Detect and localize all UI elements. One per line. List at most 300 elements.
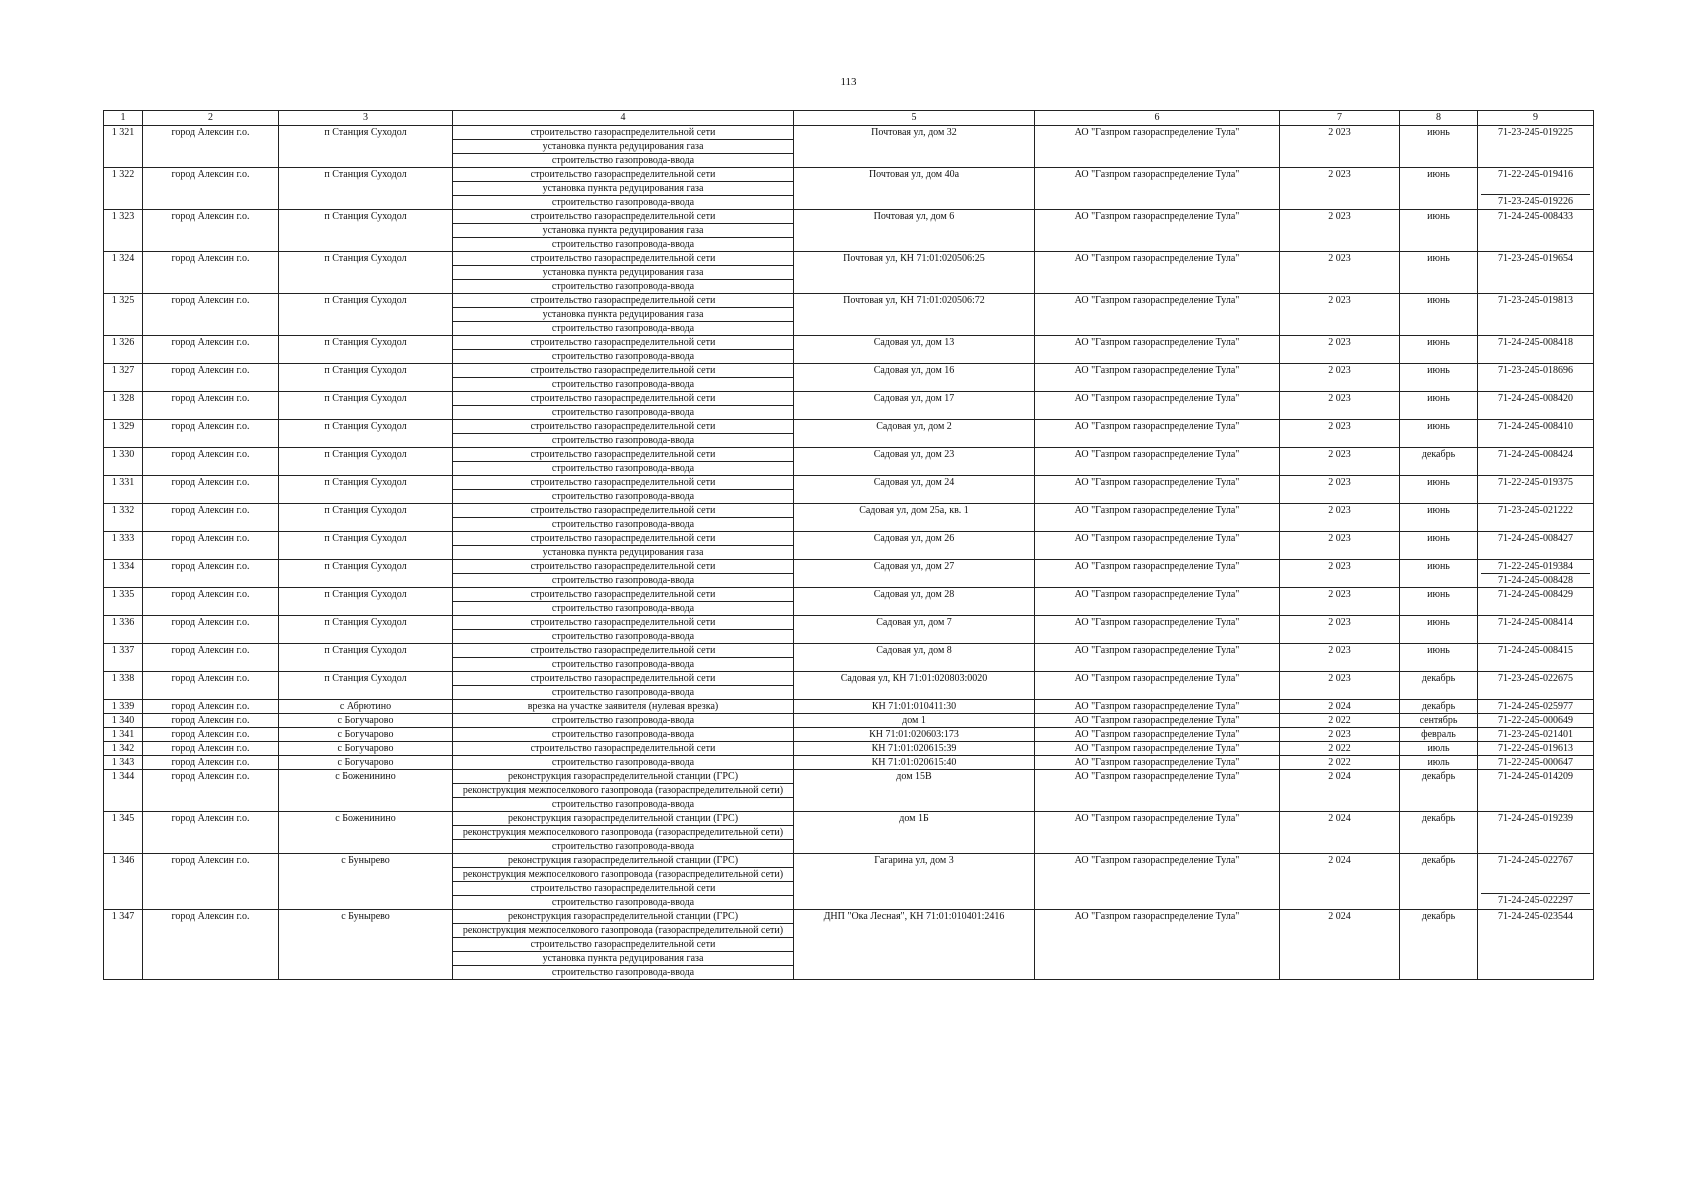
locality-cell: п Станция Суходол [279, 532, 453, 560]
month-cell: июнь [1400, 364, 1478, 392]
work-item: установка пункта редуцирования газа [453, 951, 793, 965]
code-item: 71-23-245-021222 [1498, 505, 1573, 516]
works-cell [453, 812, 794, 854]
work-item: строительство газораспределительной сети [530, 211, 716, 222]
work-item: строительство газопровода-ввода [453, 237, 793, 251]
locality-cell: с Богучарово [279, 728, 453, 742]
code-cell [1478, 294, 1594, 336]
year-cell: 2 023 [1280, 644, 1400, 672]
works-cell [453, 644, 794, 672]
work-item: строительство газопровода-ввода [453, 433, 793, 447]
work-item: строительство газораспределительной сети [453, 937, 793, 951]
code-cell [1478, 532, 1594, 560]
code-cell [1478, 476, 1594, 504]
year-cell: 2 024 [1280, 854, 1400, 910]
year-cell: 2 023 [1280, 210, 1400, 252]
work-item: установка пункта редуцирования газа [453, 181, 793, 195]
month-cell: декабрь [1400, 700, 1478, 714]
year-cell: 2 024 [1280, 812, 1400, 854]
code-cell [1478, 560, 1594, 588]
organization-cell: АО "Газпром газораспределение Тула" [1035, 812, 1280, 854]
address-cell: Садовая ул, дом 26 [794, 532, 1035, 560]
row-number-cell: 1 334 [104, 560, 143, 588]
month-cell: сентябрь [1400, 714, 1478, 728]
month-cell: декабрь [1400, 910, 1478, 980]
work-item: строительство газопровода-ввода [453, 657, 793, 671]
works-cell [453, 364, 794, 392]
code-cell [1478, 448, 1594, 476]
work-item: строительство газопровода-ввода [453, 489, 793, 503]
district-cell: город Алексин г.о. [143, 168, 279, 210]
work-item: установка пункта редуцирования газа [453, 139, 793, 153]
month-cell: июнь [1400, 532, 1478, 560]
district-cell: город Алексин г.о. [143, 532, 279, 560]
works-cell [453, 448, 794, 476]
work-item: строительство газораспределительной сети [530, 449, 716, 460]
code-cell [1478, 420, 1594, 448]
works-cell [453, 616, 794, 644]
table-row [104, 294, 1594, 336]
code-cell [1478, 672, 1594, 700]
district-cell: город Алексин г.о. [143, 812, 279, 854]
work-item: строительство газопровода-ввода [453, 685, 793, 699]
code-cell [1478, 812, 1594, 854]
code-item: 71-22-245-019384 [1498, 561, 1573, 572]
code-item: 71-23-245-019226 [1481, 194, 1590, 208]
year-cell: 2 023 [1280, 392, 1400, 420]
code-item: 71-24-245-022767 [1498, 855, 1573, 866]
work-item: реконструкция межпоселкового газопровода (газораспределительной сети) [453, 923, 793, 937]
organization-cell: АО "Газпром газораспределение Тула" [1035, 532, 1280, 560]
code-item: 71-24-245-008433 [1498, 211, 1573, 222]
locality-cell: п Станция Суходол [279, 126, 453, 168]
district-cell: город Алексин г.о. [143, 644, 279, 672]
address-cell: дом 1 [794, 714, 1035, 728]
row-number-cell: 1 328 [104, 392, 143, 420]
works-cell [453, 672, 794, 700]
code-item [1481, 880, 1590, 893]
locality-cell: с Абрютино [279, 700, 453, 714]
row-number-cell: 1 331 [104, 476, 143, 504]
row-number-cell: 1 346 [104, 854, 143, 910]
row-number-cell: 1 338 [104, 672, 143, 700]
organization-cell: АО "Газпром газораспределение Тула" [1035, 672, 1280, 700]
works-cell [453, 126, 794, 168]
column-header: 6 [1035, 111, 1280, 126]
address-cell: Садовая ул, дом 23 [794, 448, 1035, 476]
work-item: строительство газопровода-ввода [453, 405, 793, 419]
year-cell: 2 023 [1280, 560, 1400, 588]
address-cell: Почтовая ул, КН 71:01:020506:25 [794, 252, 1035, 294]
locality-cell: п Станция Суходол [279, 294, 453, 336]
district-cell: город Алексин г.о. [143, 210, 279, 252]
work-item: строительство газораспределительной сети [530, 365, 716, 376]
work-item: строительство газопровода-ввода [453, 153, 793, 167]
organization-cell: АО "Газпром газораспределение Тула" [1035, 742, 1280, 756]
code-cell [1478, 126, 1594, 168]
locality-cell: п Станция Суходол [279, 588, 453, 616]
code-item: 71-24-245-008424 [1498, 449, 1573, 460]
code-cell [1478, 392, 1594, 420]
month-cell: декабрь [1400, 812, 1478, 854]
month-cell: декабрь [1400, 448, 1478, 476]
locality-cell: п Станция Суходол [279, 364, 453, 392]
address-cell: Садовая ул, дом 27 [794, 560, 1035, 588]
work-item: строительство газопровода-ввода [453, 629, 793, 643]
locality-cell: с Боженинино [279, 770, 453, 812]
address-cell: ДНП "Ока Лесная", КН 71:01:010401:2416 [794, 910, 1035, 980]
table-row [104, 770, 1594, 812]
year-cell: 2 023 [1280, 728, 1400, 742]
works-cell [453, 476, 794, 504]
works-cell [453, 854, 794, 910]
header-row [104, 111, 1594, 126]
table-row [104, 742, 1594, 756]
code-item: 71-24-245-008418 [1498, 337, 1573, 348]
year-cell: 2 022 [1280, 742, 1400, 756]
district-cell: город Алексин г.о. [143, 448, 279, 476]
work-item: строительство газораспределительной сети [530, 295, 716, 306]
work-item: строительство газораспределительной сети [530, 505, 716, 516]
year-cell: 2 023 [1280, 294, 1400, 336]
table-row [104, 420, 1594, 448]
code-item: 71-23-245-022675 [1498, 673, 1573, 684]
month-cell: июнь [1400, 252, 1478, 294]
row-number-cell: 1 321 [104, 126, 143, 168]
address-cell: КН 71:01:020615:40 [794, 756, 1035, 770]
work-item: строительство газораспределительной сети [530, 127, 716, 138]
row-number-cell: 1 322 [104, 168, 143, 210]
locality-cell: п Станция Суходол [279, 504, 453, 532]
work-item: строительство газопровода-ввода [453, 461, 793, 475]
work-item: строительство газораспределительной сети [530, 673, 716, 684]
locality-cell: п Станция Суходол [279, 252, 453, 294]
work-item: строительство газораспределительной сети [530, 589, 716, 600]
organization-cell: АО "Газпром газораспределение Тула" [1035, 336, 1280, 364]
organization-cell: АО "Газпром газораспределение Тула" [1035, 364, 1280, 392]
code-item: 71-24-245-025977 [1498, 701, 1573, 712]
works-cell [453, 532, 794, 560]
row-number-cell: 1 330 [104, 448, 143, 476]
row-number-cell: 1 339 [104, 700, 143, 714]
month-cell: июнь [1400, 126, 1478, 168]
address-cell: Садовая ул, дом 16 [794, 364, 1035, 392]
works-cell [453, 420, 794, 448]
year-cell: 2 023 [1280, 448, 1400, 476]
organization-cell: АО "Газпром газораспределение Тула" [1035, 588, 1280, 616]
works-cell [453, 168, 794, 210]
table-row [104, 644, 1594, 672]
code-item [1481, 867, 1590, 880]
district-cell: город Алексин г.о. [143, 588, 279, 616]
code-item: 71-22-245-000649 [1498, 715, 1573, 726]
district-cell: город Алексин г.о. [143, 854, 279, 910]
works-cell [453, 910, 794, 980]
work-item: строительство газопровода-ввода [453, 377, 793, 391]
code-item: 71-23-245-018696 [1498, 365, 1573, 376]
table-row [104, 910, 1594, 980]
month-cell: июль [1400, 756, 1478, 770]
month-cell: июнь [1400, 420, 1478, 448]
work-item: установка пункта редуцирования газа [453, 223, 793, 237]
year-cell: 2 023 [1280, 532, 1400, 560]
table-row [104, 700, 1594, 714]
month-cell: июнь [1400, 616, 1478, 644]
district-cell: город Алексин г.о. [143, 756, 279, 770]
table-row [104, 392, 1594, 420]
organization-cell: АО "Газпром газораспределение Тула" [1035, 504, 1280, 532]
code-cell [1478, 336, 1594, 364]
table-row [104, 728, 1594, 742]
table-row [104, 714, 1594, 728]
code-item: 71-22-245-019416 [1498, 169, 1573, 180]
works-cell [453, 504, 794, 532]
organization-cell: АО "Газпром газораспределение Тула" [1035, 560, 1280, 588]
code-item: 71-24-245-008420 [1498, 393, 1573, 404]
column-header: 7 [1280, 111, 1400, 126]
code-cell [1478, 616, 1594, 644]
work-item: строительство газораспределительной сети [530, 645, 716, 656]
row-number-cell: 1 341 [104, 728, 143, 742]
work-item: строительство газопровода-ввода [453, 895, 793, 909]
work-item: строительство газораспределительной сети [530, 533, 716, 544]
month-cell: июнь [1400, 336, 1478, 364]
code-item: 71-24-245-022297 [1481, 893, 1590, 907]
code-item: 71-22-245-000647 [1498, 757, 1573, 768]
works-cell [453, 560, 794, 588]
code-cell [1478, 770, 1594, 812]
work-item: реконструкция межпоселкового газопровода (газораспределительной сети) [453, 825, 793, 839]
table-row [104, 476, 1594, 504]
work-item: строительство газораспределительной сети [530, 421, 716, 432]
table-row [104, 210, 1594, 252]
district-cell: город Алексин г.о. [143, 252, 279, 294]
row-number-cell: 1 327 [104, 364, 143, 392]
column-header: 3 [279, 111, 453, 126]
district-cell: город Алексин г.о. [143, 504, 279, 532]
address-cell: Почтовая ул, дом 32 [794, 126, 1035, 168]
column-header: 8 [1400, 111, 1478, 126]
work-item: строительство газопровода-ввода [453, 517, 793, 531]
address-cell: Садовая ул, дом 2 [794, 420, 1035, 448]
works-cell [453, 742, 794, 756]
month-cell: декабрь [1400, 770, 1478, 812]
code-cell [1478, 700, 1594, 714]
works-cell [453, 294, 794, 336]
district-cell: город Алексин г.о. [143, 294, 279, 336]
code-item: 71-24-245-008414 [1498, 617, 1573, 628]
work-item: реконструкция межпоселкового газопровода (газораспределительной сети) [453, 867, 793, 881]
year-cell: 2 022 [1280, 756, 1400, 770]
data-table [103, 110, 1594, 980]
work-item: строительство газораспределительной сети [530, 169, 716, 180]
district-cell: город Алексин г.о. [143, 126, 279, 168]
month-cell: июнь [1400, 168, 1478, 210]
district-cell: город Алексин г.о. [143, 392, 279, 420]
address-cell: Почтовая ул, дом 6 [794, 210, 1035, 252]
address-cell: КН 71:01:020603:173 [794, 728, 1035, 742]
table-row [104, 672, 1594, 700]
district-cell: город Алексин г.о. [143, 714, 279, 728]
year-cell: 2 024 [1280, 770, 1400, 812]
locality-cell: с Бунырево [279, 910, 453, 980]
row-number-cell: 1 323 [104, 210, 143, 252]
year-cell: 2 024 [1280, 700, 1400, 714]
address-cell: Садовая ул, дом 28 [794, 588, 1035, 616]
code-cell [1478, 210, 1594, 252]
work-item: строительство газораспределительной сети [530, 253, 716, 264]
works-cell [453, 756, 794, 770]
year-cell: 2 023 [1280, 504, 1400, 532]
locality-cell: с Бунырево [279, 854, 453, 910]
code-item: 71-24-245-014209 [1498, 771, 1573, 782]
row-number-cell: 1 335 [104, 588, 143, 616]
code-item: 71-22-245-019375 [1498, 477, 1573, 488]
column-header: 9 [1478, 111, 1594, 126]
locality-cell: п Станция Суходол [279, 392, 453, 420]
code-cell [1478, 644, 1594, 672]
code-cell [1478, 504, 1594, 532]
work-item: врезка на участке заявителя (нулевая врезка) [527, 701, 719, 712]
district-cell: город Алексин г.о. [143, 910, 279, 980]
address-cell: Садовая ул, дом 7 [794, 616, 1035, 644]
address-cell: Садовая ул, дом 25а, кв. 1 [794, 504, 1035, 532]
district-cell: город Алексин г.о. [143, 770, 279, 812]
work-item: установка пункта редуцирования газа [453, 307, 793, 321]
locality-cell: п Станция Суходол [279, 560, 453, 588]
work-item: строительство газопровода-ввода [453, 321, 793, 335]
organization-cell: АО "Газпром газораспределение Тула" [1035, 476, 1280, 504]
work-item: реконструкция газораспределительной станции (ГРС) [507, 855, 739, 866]
address-cell: Садовая ул, КН 71:01:020803:0020 [794, 672, 1035, 700]
year-cell: 2 023 [1280, 252, 1400, 294]
locality-cell: п Станция Суходол [279, 644, 453, 672]
month-cell: июнь [1400, 644, 1478, 672]
year-cell: 2 023 [1280, 336, 1400, 364]
locality-cell: п Станция Суходол [279, 448, 453, 476]
code-cell [1478, 910, 1594, 980]
address-cell: КН 71:01:020615:39 [794, 742, 1035, 756]
work-item: строительство газораспределительной сети [530, 561, 716, 572]
organization-cell: АО "Газпром газораспределение Тула" [1035, 756, 1280, 770]
works-cell [453, 714, 794, 728]
work-item: строительство газопровода-ввода [551, 757, 695, 768]
code-item: 71-23-245-019225 [1498, 127, 1573, 138]
district-cell: город Алексин г.о. [143, 364, 279, 392]
works-cell [453, 728, 794, 742]
work-item: строительство газопровода-ввода [551, 715, 695, 726]
work-item: реконструкция газораспределительной станции (ГРС) [507, 813, 739, 824]
works-cell [453, 336, 794, 364]
organization-cell: АО "Газпром газораспределение Тула" [1035, 420, 1280, 448]
works-cell [453, 210, 794, 252]
table-row [104, 588, 1594, 616]
works-cell [453, 392, 794, 420]
table-row [104, 448, 1594, 476]
address-cell: Почтовая ул, КН 71:01:020506:72 [794, 294, 1035, 336]
address-cell: Садовая ул, дом 8 [794, 644, 1035, 672]
table-row [104, 252, 1594, 294]
code-cell [1478, 588, 1594, 616]
code-cell [1478, 728, 1594, 742]
locality-cell: с Боженинино [279, 812, 453, 854]
code-item: 71-23-245-021401 [1498, 729, 1573, 740]
year-cell: 2 023 [1280, 420, 1400, 448]
row-number-cell: 1 326 [104, 336, 143, 364]
row-number-cell: 1 332 [104, 504, 143, 532]
locality-cell: п Станция Суходол [279, 672, 453, 700]
month-cell: июнь [1400, 588, 1478, 616]
code-item: 71-24-245-023544 [1498, 911, 1573, 922]
work-item: строительство газопровода-ввода [453, 279, 793, 293]
table-row [104, 532, 1594, 560]
code-cell [1478, 854, 1594, 910]
work-item: строительство газопровода-ввода [453, 601, 793, 615]
code-item: 71-24-245-008428 [1481, 573, 1590, 587]
row-number-cell: 1 333 [104, 532, 143, 560]
organization-cell: АО "Газпром газораспределение Тула" [1035, 770, 1280, 812]
works-cell [453, 700, 794, 714]
locality-cell: п Станция Суходол [279, 476, 453, 504]
locality-cell: п Станция Суходол [279, 168, 453, 210]
year-cell: 2 023 [1280, 616, 1400, 644]
row-number-cell: 1 325 [104, 294, 143, 336]
year-cell: 2 023 [1280, 364, 1400, 392]
code-item: 71-24-245-008410 [1498, 421, 1573, 432]
work-item: реконструкция газораспределительной станции (ГРС) [507, 911, 739, 922]
column-header: 2 [143, 111, 279, 126]
code-cell [1478, 168, 1594, 210]
organization-cell: АО "Газпром газораспределение Тула" [1035, 616, 1280, 644]
code-item: 71-24-245-008429 [1498, 589, 1573, 600]
work-item: установка пункта редуцирования газа [453, 545, 793, 559]
year-cell: 2 024 [1280, 910, 1400, 980]
column-header: 5 [794, 111, 1035, 126]
code-item: 71-24-245-008427 [1498, 533, 1573, 544]
year-cell: 2 023 [1280, 672, 1400, 700]
organization-cell: АО "Газпром газораспределение Тула" [1035, 168, 1280, 210]
work-item: строительство газопровода-ввода [551, 729, 695, 740]
district-cell: город Алексин г.о. [143, 672, 279, 700]
organization-cell: АО "Газпром газораспределение Тула" [1035, 126, 1280, 168]
year-cell: 2 023 [1280, 476, 1400, 504]
table-row [104, 560, 1594, 588]
district-cell: город Алексин г.о. [143, 560, 279, 588]
organization-cell: АО "Газпром газораспределение Тула" [1035, 700, 1280, 714]
address-cell: Почтовая ул, дом 40а [794, 168, 1035, 210]
code-item: 71-23-245-019654 [1498, 253, 1573, 264]
work-item: установка пункта редуцирования газа [453, 265, 793, 279]
row-number-cell: 1 336 [104, 616, 143, 644]
address-cell: КН 71:01:010411:30 [794, 700, 1035, 714]
month-cell: июль [1400, 742, 1478, 756]
table-row [104, 756, 1594, 770]
table-row [104, 616, 1594, 644]
organization-cell: АО "Газпром газораспределение Тула" [1035, 714, 1280, 728]
works-cell [453, 770, 794, 812]
month-cell: июнь [1400, 294, 1478, 336]
locality-cell: п Станция Суходол [279, 336, 453, 364]
month-cell: декабрь [1400, 854, 1478, 910]
month-cell: июнь [1400, 504, 1478, 532]
district-cell: город Алексин г.о. [143, 420, 279, 448]
row-number-cell: 1 345 [104, 812, 143, 854]
month-cell: февраль [1400, 728, 1478, 742]
organization-cell: АО "Газпром газораспределение Тула" [1035, 910, 1280, 980]
month-cell: июнь [1400, 210, 1478, 252]
year-cell: 2 023 [1280, 126, 1400, 168]
column-header: 1 [104, 111, 143, 126]
